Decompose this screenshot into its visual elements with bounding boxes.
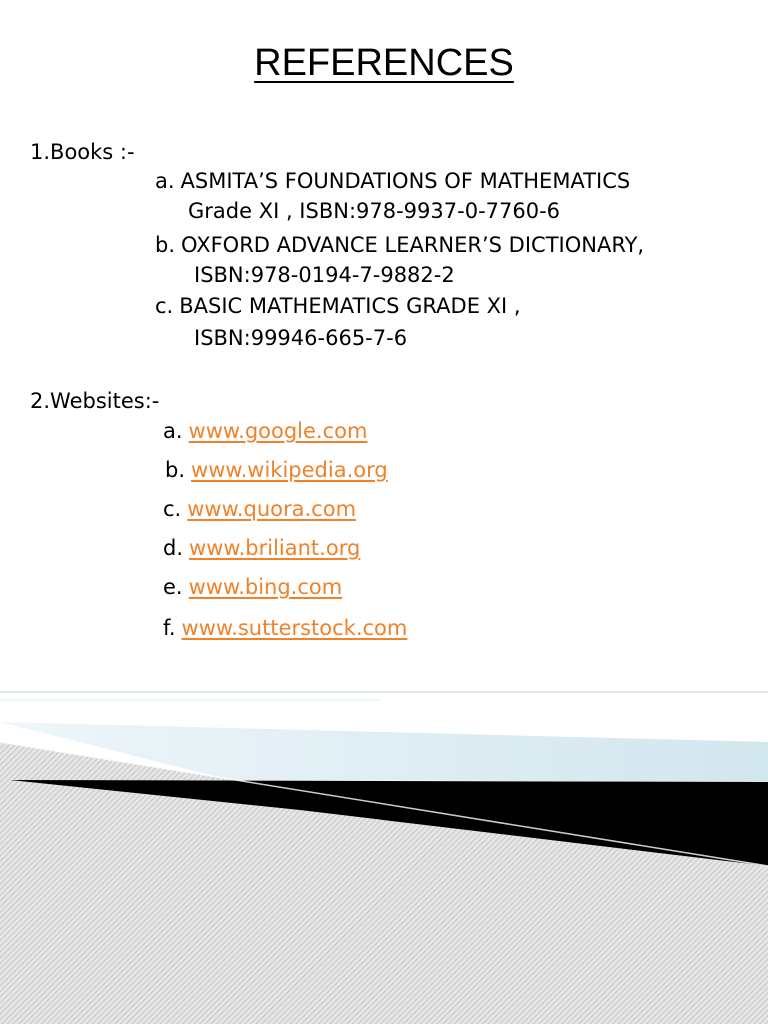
website-f-letter: f. xyxy=(163,616,176,640)
book-b-line1 xyxy=(155,233,644,258)
book-c-letter: c. xyxy=(155,294,174,318)
book-b-title: OXFORD ADVANCE LEARNER’S DICTIONARY, xyxy=(181,233,645,257)
websites-heading: 2.Websites:- xyxy=(30,389,160,413)
website-item xyxy=(165,458,388,483)
book-c-line1 xyxy=(155,294,521,319)
books-heading: 1.Books :- xyxy=(30,140,135,164)
website-link-google[interactable]: www.google.com xyxy=(188,419,368,443)
book-c-title: BASIC MATHEMATICS GRADE XI , xyxy=(179,294,521,318)
website-d-letter: d. xyxy=(163,536,184,560)
website-c-letter: c. xyxy=(163,497,182,521)
website-link-sutterstock[interactable]: www.sutterstock.com xyxy=(181,616,408,640)
website-item xyxy=(163,575,342,600)
book-b-isbn: ISBN:978-0194-7-9882-2 xyxy=(194,263,455,287)
book-a-title: ASMITA’S FOUNDATIONS OF MATHEMATICS xyxy=(180,169,631,193)
website-link-wikipedia[interactable]: www.wikipedia.org xyxy=(191,458,388,482)
book-b-letter: b. xyxy=(155,233,176,257)
book-a-isbn: Grade XI , ISBN:978-9937-0-7760-6 xyxy=(188,199,561,223)
website-e-letter: e. xyxy=(163,575,183,599)
website-link-quora[interactable]: www.quora.com xyxy=(187,497,357,521)
website-link-briliant[interactable]: www.briliant.org xyxy=(189,536,361,560)
website-item xyxy=(163,419,367,444)
website-item xyxy=(163,497,356,522)
decorative-band xyxy=(0,680,768,1024)
book-a-letter: a. xyxy=(155,169,175,193)
slide-title: REFERENCES xyxy=(254,42,514,84)
website-link-bing[interactable]: www.bing.com xyxy=(188,575,343,599)
website-item xyxy=(163,536,360,561)
website-item xyxy=(163,616,407,641)
book-a-line1 xyxy=(155,169,630,194)
website-b-letter: b. xyxy=(165,458,186,482)
book-c-isbn: ISBN:99946-665-7-6 xyxy=(194,326,408,350)
website-a-letter: a. xyxy=(163,419,183,443)
